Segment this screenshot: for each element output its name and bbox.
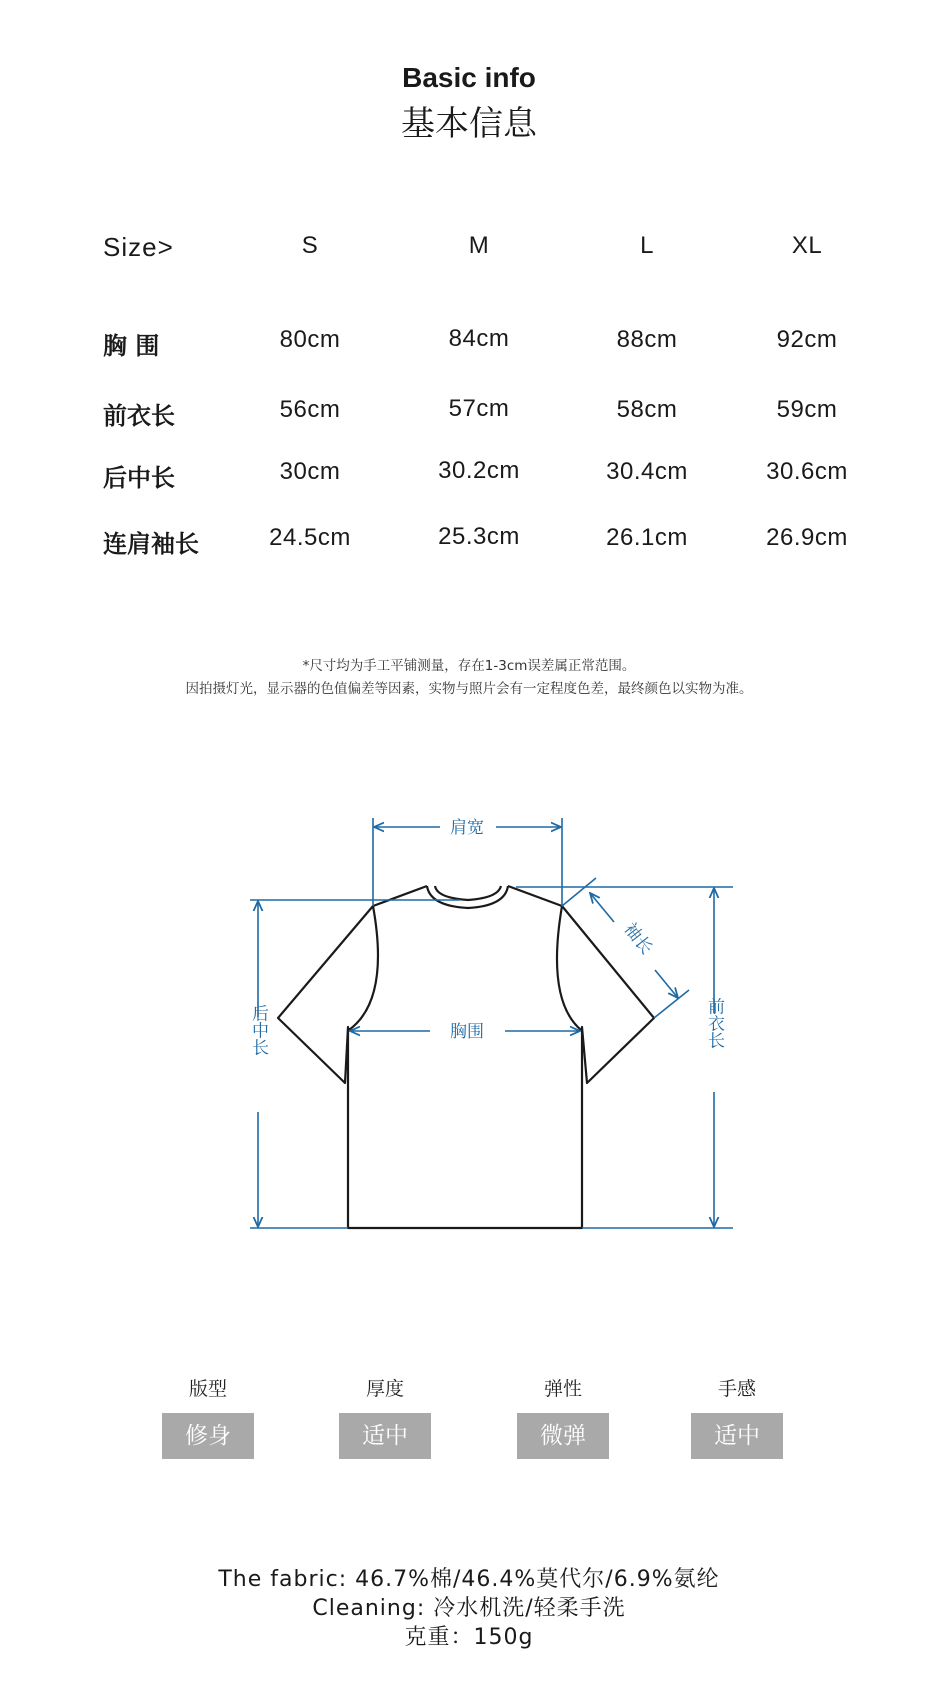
attr-label-thickness: 厚度 [365, 1378, 404, 1400]
attr-label-feel: 手感 [717, 1378, 756, 1400]
size-header-m: M [468, 232, 490, 259]
attr-value-thickness: 适中 [339, 1413, 431, 1459]
size-header-l: L [640, 232, 654, 259]
chest-label: 胸围 [450, 1022, 484, 1042]
table-cell: 57cm [448, 395, 510, 422]
title-english: Basic info [402, 62, 536, 93]
front-length-label: 前衣长 [704, 997, 724, 1049]
table-cell: 26.9cm [766, 524, 848, 551]
table-cell: 84cm [448, 325, 510, 352]
back-length-label: 后中长 [248, 1004, 268, 1056]
attr-label-fit: 版型 [188, 1378, 227, 1400]
attr-value-feel: 适中 [691, 1413, 783, 1459]
row-label-chest: 胸 围 [103, 332, 160, 360]
size-header-xl: XL [791, 232, 823, 259]
table-cell: 58cm [616, 396, 678, 423]
size-header-s: S [301, 232, 319, 259]
measure-lines [250, 818, 733, 1228]
shoulder-label: 肩宽 [450, 818, 484, 838]
table-cell: 25.3cm [438, 523, 520, 550]
tshirt-diagram [0, 790, 938, 1250]
attr-value-elasticity: 微弹 [517, 1413, 609, 1459]
tshirt-outline [278, 886, 654, 1228]
size-label: Size> [103, 232, 174, 262]
table-cell: 92cm [776, 326, 838, 353]
row-label-back-length: 后中长 [103, 464, 175, 492]
title-chinese: 基本信息 [401, 104, 537, 144]
color-note: 因拍摄灯光，显示器的色值偏差等因素，实物与照片会有一定程度色差，最终颜色以实物为准。 [185, 681, 753, 697]
table-cell: 30.2cm [438, 457, 520, 484]
table-cell: 59cm [776, 396, 838, 423]
table-cell: 26.1cm [606, 524, 688, 551]
attr-value-fit: 修身 [162, 1413, 254, 1459]
fabric-weight: 克重：150g [404, 1625, 534, 1650]
table-cell: 80cm [279, 326, 341, 353]
row-label-front-length: 前衣长 [103, 402, 175, 430]
table-cell: 30.4cm [606, 458, 688, 485]
table-cell: 30cm [279, 458, 341, 485]
table-cell: 24.5cm [269, 524, 351, 551]
cleaning-instructions: Cleaning: 冷水机洗/轻柔手洗 [312, 1596, 626, 1621]
table-cell: 88cm [616, 326, 678, 353]
fabric-composition: The fabric: 46.7%棉/46.4%莫代尔/6.9%氨纶 [218, 1567, 720, 1592]
measurement-note: *尺寸均为手工平铺测量，存在1-3cm误差属正常范围。 [302, 658, 636, 674]
table-cell: 56cm [279, 396, 341, 423]
sleeve-label: 袖长 [619, 919, 657, 959]
attr-label-elasticity: 弹性 [543, 1378, 582, 1400]
row-label-sleeve-length: 连肩袖长 [103, 530, 199, 558]
table-cell: 30.6cm [766, 458, 848, 485]
